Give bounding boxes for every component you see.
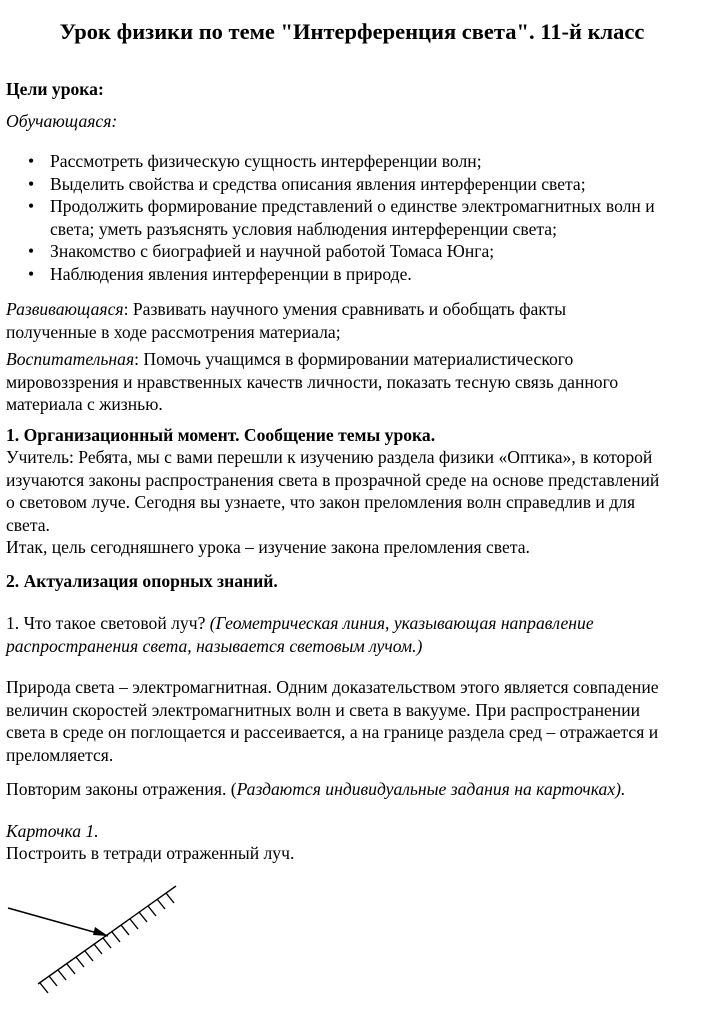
list-item-text: Знакомство с биографией и научной работой Томаса Юнга; [50,241,495,261]
teaching-goals-label: Обучающаяся: [6,111,118,131]
card-1-label: Карточка 1. [6,821,99,841]
document-title: Урок физики по теме "Интерференция света". 11-й класс [59,19,645,44]
question-1-answer-2: распространения света, называется световым лучом.) [6,635,423,656]
teaching-goals-list [6,150,702,285]
bullet: • [28,151,35,171]
developing-goal [6,298,702,343]
mirror-surface [38,886,176,993]
light-nature-line: Природа света – электромагнитная. Одним доказательством этого является совпадение [6,677,659,697]
bullet: • [28,196,35,216]
bullet: • [28,173,35,194]
question-1 [6,612,702,657]
reflection-laws-paragraph [6,778,702,801]
light-nature-line: преломляется. [6,744,114,765]
list-item-text: Продолжить формирование представлений о единстве электромагнитных волн и [50,196,655,216]
section-1-line: о световом луче. Сегодня вы узнаете, что закон преломления волн справедлив и для [6,492,636,512]
light-nature-paragraph [6,676,702,766]
section-1-line: Учитель: Ребята, мы с вами перешли к изучению раздела физики «Оптика», в которой [6,447,653,467]
light-nature-line: света в среде он поглощается и рассеивается, а на границе раздела сред – отражается и [6,722,659,742]
card-1-task: Построить в тетради отраженный луч. [6,843,295,863]
educational-goal-label: Воспитательная [6,349,135,369]
list-item [6,240,702,263]
section-1-line: изучаются законы распространения света в прозрачной среде на основе представлений [6,469,660,490]
goals-heading: Цели урока: [6,79,104,99]
incident-ray [8,908,108,936]
list-item-text: Выделить свойства и средства описания явления интерференции света; [50,173,586,194]
list-item [6,150,702,173]
educational-goal [6,348,702,416]
section-1-line: света. [6,514,50,535]
section-1-text [6,446,702,559]
list-item [6,173,702,196]
developing-goal-text-1: : Развивать научного умения сравнивать и обобщать факты [123,299,567,319]
developing-goal-label: Развивающаяся [6,299,124,319]
educational-goal-text-2: мировоззрения и нравственных качеств личности, показать тесную связь данного [6,371,619,392]
section-1-line: Итак, цель сегодняшнего урока – изучение закона преломления света. [6,537,530,557]
reflection-diagram [4,880,194,1000]
list-item [6,195,702,240]
section-2-heading: 2. Актуализация опорных знаний. [6,571,278,591]
list-item [6,263,702,286]
question-1-text: 1. Что такое световой луч? [6,613,210,633]
light-nature-line: величин скоростей электромагнитных волн и света в вакууме. При распространении [6,699,641,720]
list-item-text: Наблюдения явления интерференции в природе. [50,263,412,284]
list-item-text: Рассмотреть физическую сущность интерференции волн; [50,151,482,171]
bullet: • [28,241,35,261]
reflection-laws-italic: Раздаются индивидуальные задания на карточках). [236,779,626,799]
developing-goal-text-2: полученные в ходе рассмотрения материала; [6,321,341,342]
educational-goal-text-1: : Помочь учащимся в формировании материалистического [134,349,574,369]
question-1-answer-1: (Геометрическая линия, указывающая направление [209,613,594,633]
list-item-text-continuation: света; уметь разъяснять условия наблюдения интерференции света; [50,218,557,239]
reflection-laws-text: Повторим законы отражения. ( [6,779,237,799]
bullet: • [28,263,35,284]
educational-goal-text-3: материала с жизнью. [6,394,163,414]
section-1-heading: 1. Организационный момент. Сообщение темы урока. [6,425,436,445]
